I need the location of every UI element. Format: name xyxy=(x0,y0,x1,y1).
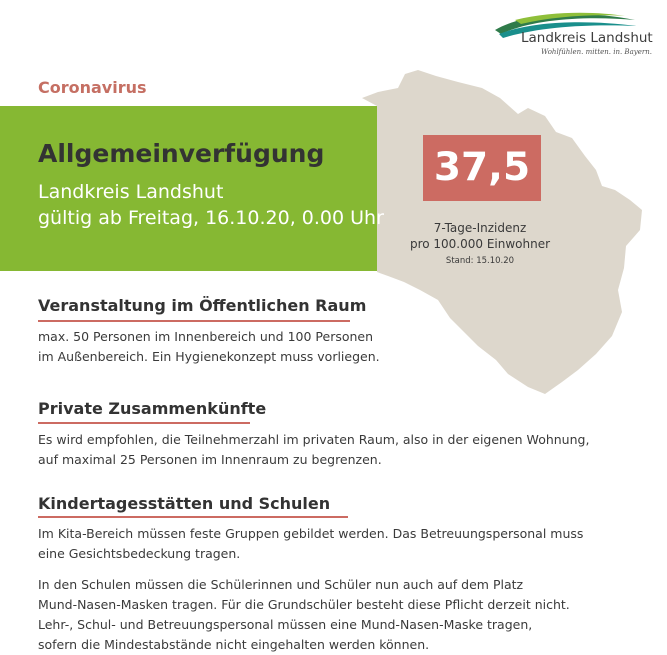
section-title-private: Private Zusammenkünfte xyxy=(38,399,267,418)
incidence-label-line1: 7-Tage-Inzidenz xyxy=(433,221,527,235)
brand-tagline: Wohlfühlen. mitten. in. Bayern. xyxy=(541,48,652,56)
section-title-events: Veranstaltung im Öffentlichen Raum xyxy=(38,296,367,315)
page-title: Allgemeinverfügung xyxy=(38,139,325,168)
section-text-kita xyxy=(38,524,583,564)
section-text-events xyxy=(38,327,380,367)
section-title-schools: Kindertagesstätten und Schulen xyxy=(38,494,331,513)
incidence-label xyxy=(400,220,560,252)
section-underline xyxy=(38,422,250,424)
section-underline xyxy=(38,516,348,518)
text-line: Es wird empfohlen, die Teilnehmerzahl im privaten Raum, also in der eigenen Wohnung, xyxy=(38,432,590,447)
incidence-value: 37,5 xyxy=(423,135,541,201)
kicker-label: Coronavirus xyxy=(38,78,147,97)
text-line: auf maximal 25 Personen im Innenraum zu begrenzen. xyxy=(38,452,382,467)
section-text-schools xyxy=(38,575,570,655)
brand-logo xyxy=(485,8,653,58)
text-line: Lehr-, Schul- und Betreuungspersonal müssen eine Mund-Nasen-Maske tragen, xyxy=(38,617,533,632)
text-line: im Außenbereich. Ein Hygienekonzept muss vorliegen. xyxy=(38,349,380,364)
incidence-date: Stand: 15.10.20 xyxy=(445,256,515,266)
banner-subtitle-district: Landkreis Landshut xyxy=(38,181,224,203)
section-underline xyxy=(38,320,350,322)
banner-subtitle-validity: gültig ab Freitag, 16.10.20, 0.00 Uhr xyxy=(38,207,384,229)
title-banner xyxy=(0,106,384,271)
incidence-label-line2: pro 100.000 Einwohner xyxy=(409,237,551,251)
text-line: Mund-Nasen-Masken tragen. Für die Grundschüler besteht diese Pflicht derzeit nicht. xyxy=(38,597,570,612)
text-line: max. 50 Personen im Innenbereich und 100 Personen xyxy=(38,329,374,344)
section-text-private xyxy=(38,430,589,470)
text-line: Im Kita-Bereich müssen feste Gruppen gebildet werden. Das Betreuungspersonal muss xyxy=(38,526,584,541)
text-line: In den Schulen müssen die Schülerinnen und Schüler nun auch auf dem Platz xyxy=(38,577,524,592)
text-line: sofern die Mindestabstände nicht eingehalten werden können. xyxy=(38,637,430,652)
brand-name: Landkreis Landshut xyxy=(521,30,653,46)
text-line: eine Gesichtsbedeckung tragen. xyxy=(38,546,241,561)
